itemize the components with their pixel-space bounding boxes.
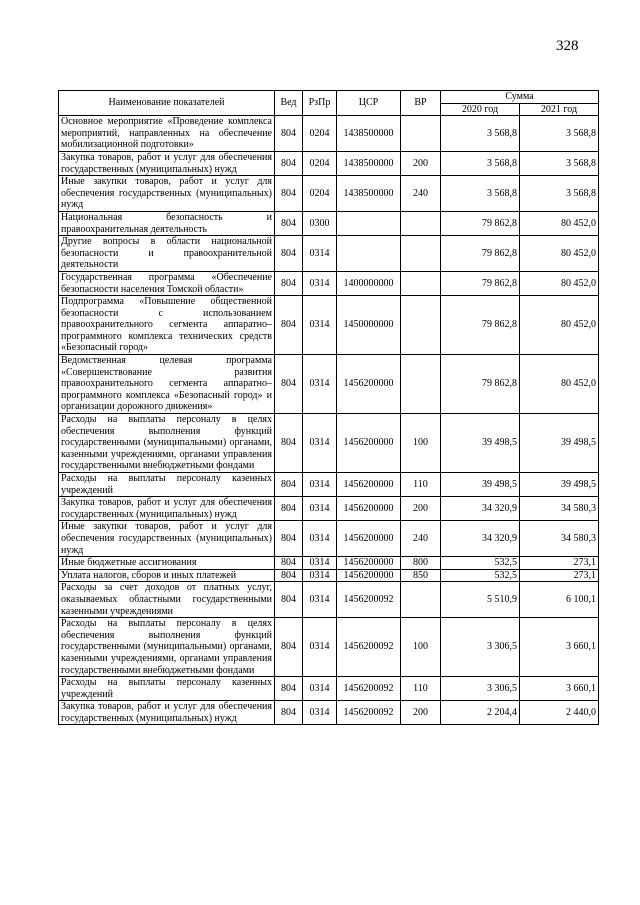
row-name: Подпрограмма «Повышение общественной безопасности с использованием правоохранительного сегмента аппаратно–программного комплекса технических средств «Безопасный город»	[59, 296, 275, 355]
row-sum-2021: 80 452,0	[520, 355, 599, 414]
table-row	[59, 116, 599, 152]
row-vr	[401, 582, 441, 618]
row-sum-2020: 3 568,8	[441, 151, 520, 175]
row-ved: 804	[275, 582, 303, 618]
table-row	[59, 701, 599, 725]
row-name: Закупка товаров, работ и услуг для обеспечения государственных (муниципальных) нужд	[59, 497, 275, 521]
row-csr: 1456200000	[337, 497, 401, 521]
row-vr: 800	[401, 557, 441, 570]
row-sum-2020: 39 498,5	[441, 473, 520, 497]
header-year-2020: 2020 год	[441, 103, 520, 116]
row-ved: 804	[275, 677, 303, 701]
row-ved: 804	[275, 557, 303, 570]
row-name: Государственная программа «Обеспечение безопасности населения Томской области»	[59, 271, 275, 295]
row-sum-2020: 532,5	[441, 557, 520, 570]
row-rzpr: 0314	[303, 677, 337, 701]
table-row	[59, 582, 599, 618]
row-vr: 200	[401, 701, 441, 725]
row-ved: 804	[275, 151, 303, 175]
row-rzpr: 0314	[303, 618, 337, 677]
row-rzpr: 0314	[303, 271, 337, 295]
table-header-row	[59, 91, 599, 104]
row-name: Расходы на выплаты персоналу в целях обеспечения выполнения функций государственными (муниципальными) органами, казенными учреждениями, органами управления государственными внебюджетными фондами	[59, 414, 275, 473]
row-sum-2021: 273,1	[520, 569, 599, 582]
row-ved: 804	[275, 521, 303, 557]
header-ved: Вед	[275, 91, 303, 116]
row-sum-2020: 532,5	[441, 569, 520, 582]
header-name: Наименование показателей	[59, 91, 275, 116]
row-csr	[337, 211, 401, 235]
row-sum-2021: 3 568,8	[520, 116, 599, 152]
row-sum-2021: 80 452,0	[520, 236, 599, 272]
table-row	[59, 497, 599, 521]
row-csr: 1438500000	[337, 116, 401, 152]
row-rzpr: 0314	[303, 414, 337, 473]
row-sum-2020: 5 510,9	[441, 582, 520, 618]
row-vr	[401, 296, 441, 355]
row-sum-2021: 34 580,3	[520, 497, 599, 521]
row-ved: 804	[275, 271, 303, 295]
row-sum-2020: 79 862,8	[441, 355, 520, 414]
row-ved: 804	[275, 176, 303, 212]
row-ved: 804	[275, 236, 303, 272]
row-rzpr: 0300	[303, 211, 337, 235]
row-csr: 1456200000	[337, 569, 401, 582]
header-rzpr: РзПр	[303, 91, 337, 116]
row-name: Другие вопросы в области национальной безопасности и правоохранительной деятельности	[59, 236, 275, 272]
row-name: Основное мероприятие «Проведение комплекса мероприятий, направленных на обеспечение мобилизационной подготовки»	[59, 116, 275, 152]
row-name: Ведомственная целевая программа «Совершенствование развития правоохранительного сегмента аппаратно–программного комплекса «Безопасный город» и организации дорожного движения»	[59, 355, 275, 414]
row-vr: 240	[401, 176, 441, 212]
table-row	[59, 176, 599, 212]
row-sum-2021: 6 100,1	[520, 582, 599, 618]
row-sum-2020: 79 862,8	[441, 211, 520, 235]
row-name: Национальная безопасность и правоохранительная деятельность	[59, 211, 275, 235]
table-row	[59, 296, 599, 355]
row-sum-2021: 3 568,8	[520, 176, 599, 212]
row-vr	[401, 271, 441, 295]
row-name: Иные бюджетные ассигнования	[59, 557, 275, 570]
table-row	[59, 473, 599, 497]
row-csr: 1456200092	[337, 701, 401, 725]
row-rzpr: 0314	[303, 582, 337, 618]
row-name: Расходы за счет доходов от платных услуг, оказываемых областными государственными казенными учреждениями	[59, 582, 275, 618]
row-sum-2021: 3 568,8	[520, 151, 599, 175]
row-csr: 1456200092	[337, 618, 401, 677]
row-sum-2020: 79 862,8	[441, 296, 520, 355]
row-ved: 804	[275, 618, 303, 677]
table-row	[59, 677, 599, 701]
row-vr: 110	[401, 677, 441, 701]
header-csr: ЦСР	[337, 91, 401, 116]
row-csr: 1438500000	[337, 151, 401, 175]
row-sum-2021: 34 580,3	[520, 521, 599, 557]
header-year-2021: 2021 год	[520, 103, 599, 116]
row-sum-2021: 80 452,0	[520, 296, 599, 355]
row-csr: 1456200000	[337, 414, 401, 473]
row-rzpr: 0204	[303, 116, 337, 152]
row-ved: 804	[275, 296, 303, 355]
row-vr	[401, 355, 441, 414]
row-csr: 1456200000	[337, 521, 401, 557]
row-name: Закупка товаров, работ и услуг для обеспечения государственных (муниципальных) нужд	[59, 701, 275, 725]
row-csr: 1400000000	[337, 271, 401, 295]
row-vr: 100	[401, 414, 441, 473]
table-row	[59, 618, 599, 677]
row-rzpr: 0314	[303, 521, 337, 557]
table-row	[59, 236, 599, 272]
row-sum-2020: 3 306,5	[441, 677, 520, 701]
row-rzpr: 0314	[303, 355, 337, 414]
row-name: Закупка товаров, работ и услуг для обеспечения государственных (муниципальных) нужд	[59, 151, 275, 175]
table-row	[59, 271, 599, 295]
row-sum-2020: 3 568,8	[441, 116, 520, 152]
header-vr: ВР	[401, 91, 441, 116]
row-ved: 804	[275, 497, 303, 521]
row-rzpr: 0314	[303, 296, 337, 355]
row-csr: 1456200092	[337, 677, 401, 701]
row-rzpr: 0314	[303, 497, 337, 521]
row-rzpr: 0204	[303, 151, 337, 175]
table-row	[59, 355, 599, 414]
budget-table	[58, 90, 599, 725]
row-rzpr: 0204	[303, 176, 337, 212]
table-row	[59, 569, 599, 582]
row-vr	[401, 211, 441, 235]
page-number: 328	[556, 38, 579, 54]
row-sum-2020: 79 862,8	[441, 271, 520, 295]
row-sum-2020: 34 320,9	[441, 521, 520, 557]
row-vr	[401, 116, 441, 152]
row-csr: 1456200000	[337, 557, 401, 570]
row-vr: 110	[401, 473, 441, 497]
row-csr: 1456200000	[337, 473, 401, 497]
row-name: Иные закупки товаров, работ и услуг для обеспечения государственных (муниципальных) нужд	[59, 176, 275, 212]
row-ved: 804	[275, 473, 303, 497]
row-sum-2021: 80 452,0	[520, 211, 599, 235]
row-ved: 804	[275, 701, 303, 725]
row-sum-2021: 2 440,0	[520, 701, 599, 725]
row-sum-2021: 273,1	[520, 557, 599, 570]
row-vr: 850	[401, 569, 441, 582]
row-csr: 1438500000	[337, 176, 401, 212]
row-csr	[337, 236, 401, 272]
row-name: Расходы на выплаты персоналу в целях обеспечения выполнения функций государственными (муниципальными) органами, казенными учреждениями, органами управления государственными внебюджетными фондами	[59, 618, 275, 677]
row-ved: 804	[275, 414, 303, 473]
row-sum-2020: 34 320,9	[441, 497, 520, 521]
row-vr: 240	[401, 521, 441, 557]
row-vr: 200	[401, 497, 441, 521]
table-row	[59, 557, 599, 570]
row-sum-2021: 80 452,0	[520, 271, 599, 295]
row-sum-2021: 3 660,1	[520, 618, 599, 677]
row-vr: 100	[401, 618, 441, 677]
row-name: Расходы на выплаты персоналу казенных учреждений	[59, 473, 275, 497]
row-sum-2021: 39 498,5	[520, 473, 599, 497]
row-vr: 200	[401, 151, 441, 175]
row-sum-2020: 3 306,5	[441, 618, 520, 677]
row-sum-2020: 3 568,8	[441, 176, 520, 212]
row-ved: 804	[275, 211, 303, 235]
row-rzpr: 0314	[303, 236, 337, 272]
header-sum: Сумма	[441, 91, 599, 104]
row-vr	[401, 236, 441, 272]
row-name: Иные закупки товаров, работ и услуг для обеспечения государственных (муниципальных) нужд	[59, 521, 275, 557]
table-row	[59, 151, 599, 175]
row-sum-2020: 39 498,5	[441, 414, 520, 473]
row-ved: 804	[275, 116, 303, 152]
row-ved: 804	[275, 355, 303, 414]
row-sum-2020: 2 204,4	[441, 701, 520, 725]
table-row	[59, 414, 599, 473]
row-name: Уплата налогов, сборов и иных платежей	[59, 569, 275, 582]
row-rzpr: 0314	[303, 557, 337, 570]
row-sum-2021: 39 498,5	[520, 414, 599, 473]
row-ved: 804	[275, 569, 303, 582]
row-sum-2020: 79 862,8	[441, 236, 520, 272]
table-row	[59, 211, 599, 235]
row-csr: 1456200000	[337, 355, 401, 414]
row-name: Расходы на выплаты персоналу казенных учреждений	[59, 677, 275, 701]
table-row	[59, 521, 599, 557]
row-rzpr: 0314	[303, 569, 337, 582]
row-rzpr: 0314	[303, 473, 337, 497]
row-csr: 1456200092	[337, 582, 401, 618]
row-csr: 1450000000	[337, 296, 401, 355]
row-rzpr: 0314	[303, 701, 337, 725]
row-sum-2021: 3 660,1	[520, 677, 599, 701]
